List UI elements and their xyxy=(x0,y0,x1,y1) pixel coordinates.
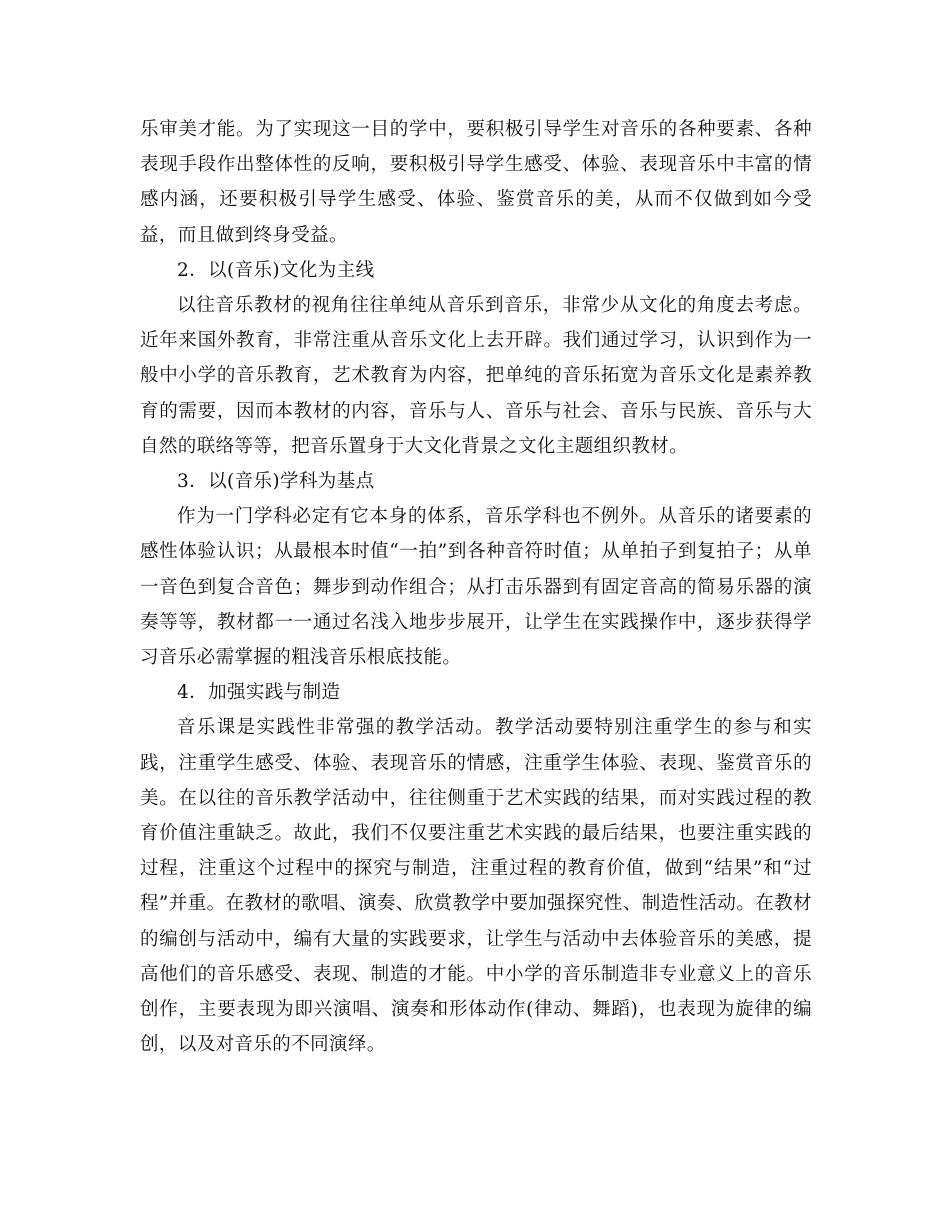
paragraph-intro: 乐审美才能。为了实现这一目的学中，要积极引导学生对音乐的各种要素、各种表现手段作出整体性的反响，要积极引导学生感受、体验、表现音乐中丰富的情感内涵，还要积极引导学生感受、体验、鉴赏音乐的美，从而不仅做到如今受益，而且做到终身受益。 xyxy=(140,119,812,246)
paragraph-section-2: 以往音乐教材的视角往往单纯从音乐到音乐，非常少从文化的角度去考虑。近年来国外教育，非常注重从音乐文化上去开辟。我们通过学习，认识到作为一般中小学的音乐教育，艺术教育为内容，把单纯的音乐拓宽为音乐文化是素养教育的需要，因而本教材的内容，音乐与人、音乐与社会、音乐与民族、音乐与大自然的联络等等，把音乐置身于大文化背景之文化主题组织教材。 xyxy=(140,295,812,457)
paragraph-section-3: 作为一门学科必定有它本身的体系，音乐学科也不例外。从音乐的诸要素的感性体验认识；从最根本时值“一拍”到各种音符时值；从单拍子到复拍子；从单一音色到复合音色；舞步到动作组合；从打击乐器到有固定音高的简易乐器的演奏等等，教材都一一通过名浅入地步步展开，让学生在实践操作中，逐步获得学习音乐必需掌握的粗浅音乐根底技能。 xyxy=(140,506,812,669)
section-heading-4: 4．加强实践与制造 xyxy=(177,682,341,704)
document-page xyxy=(140,112,812,1062)
section-heading-2: 2．以(音乐)文化为主线 xyxy=(177,259,375,281)
section-heading-3: 3．以(音乐)学科为基点 xyxy=(177,471,375,493)
paragraph-section-4: 音乐课是实践性非常强的教学活动。教学活动要特别注重学生的参与和实践，注重学生感受、体验、表现音乐的情感，注重学生体验、表现、鉴赏音乐的美。在以往的音乐教学活动中，往往侧重于艺术实践的结果，而对实践过程的教育价值注重缺乏。故此，我们不仅要注重艺术实践的最后结果，也要注重实践的过程，注重这个过程中的探究与制造，注重过程的教育价值，做到“结果”和“过程”并重。在教材的歌唱、演奏、欣赏教学中要加强探究性、制造性活动。在教材的编创与活动中，编有大量的实践要求，让学生与活动中去体验音乐的美感，提高他们的音乐感受、表现、制造的才能。中小学的音乐制造非专业意义上的音乐创作，主要表现为即兴演唱、演奏和形体动作(律动、舞蹈)，也表现为旋律的编创，以及对音乐的不同演绎。 xyxy=(140,717,812,1056)
